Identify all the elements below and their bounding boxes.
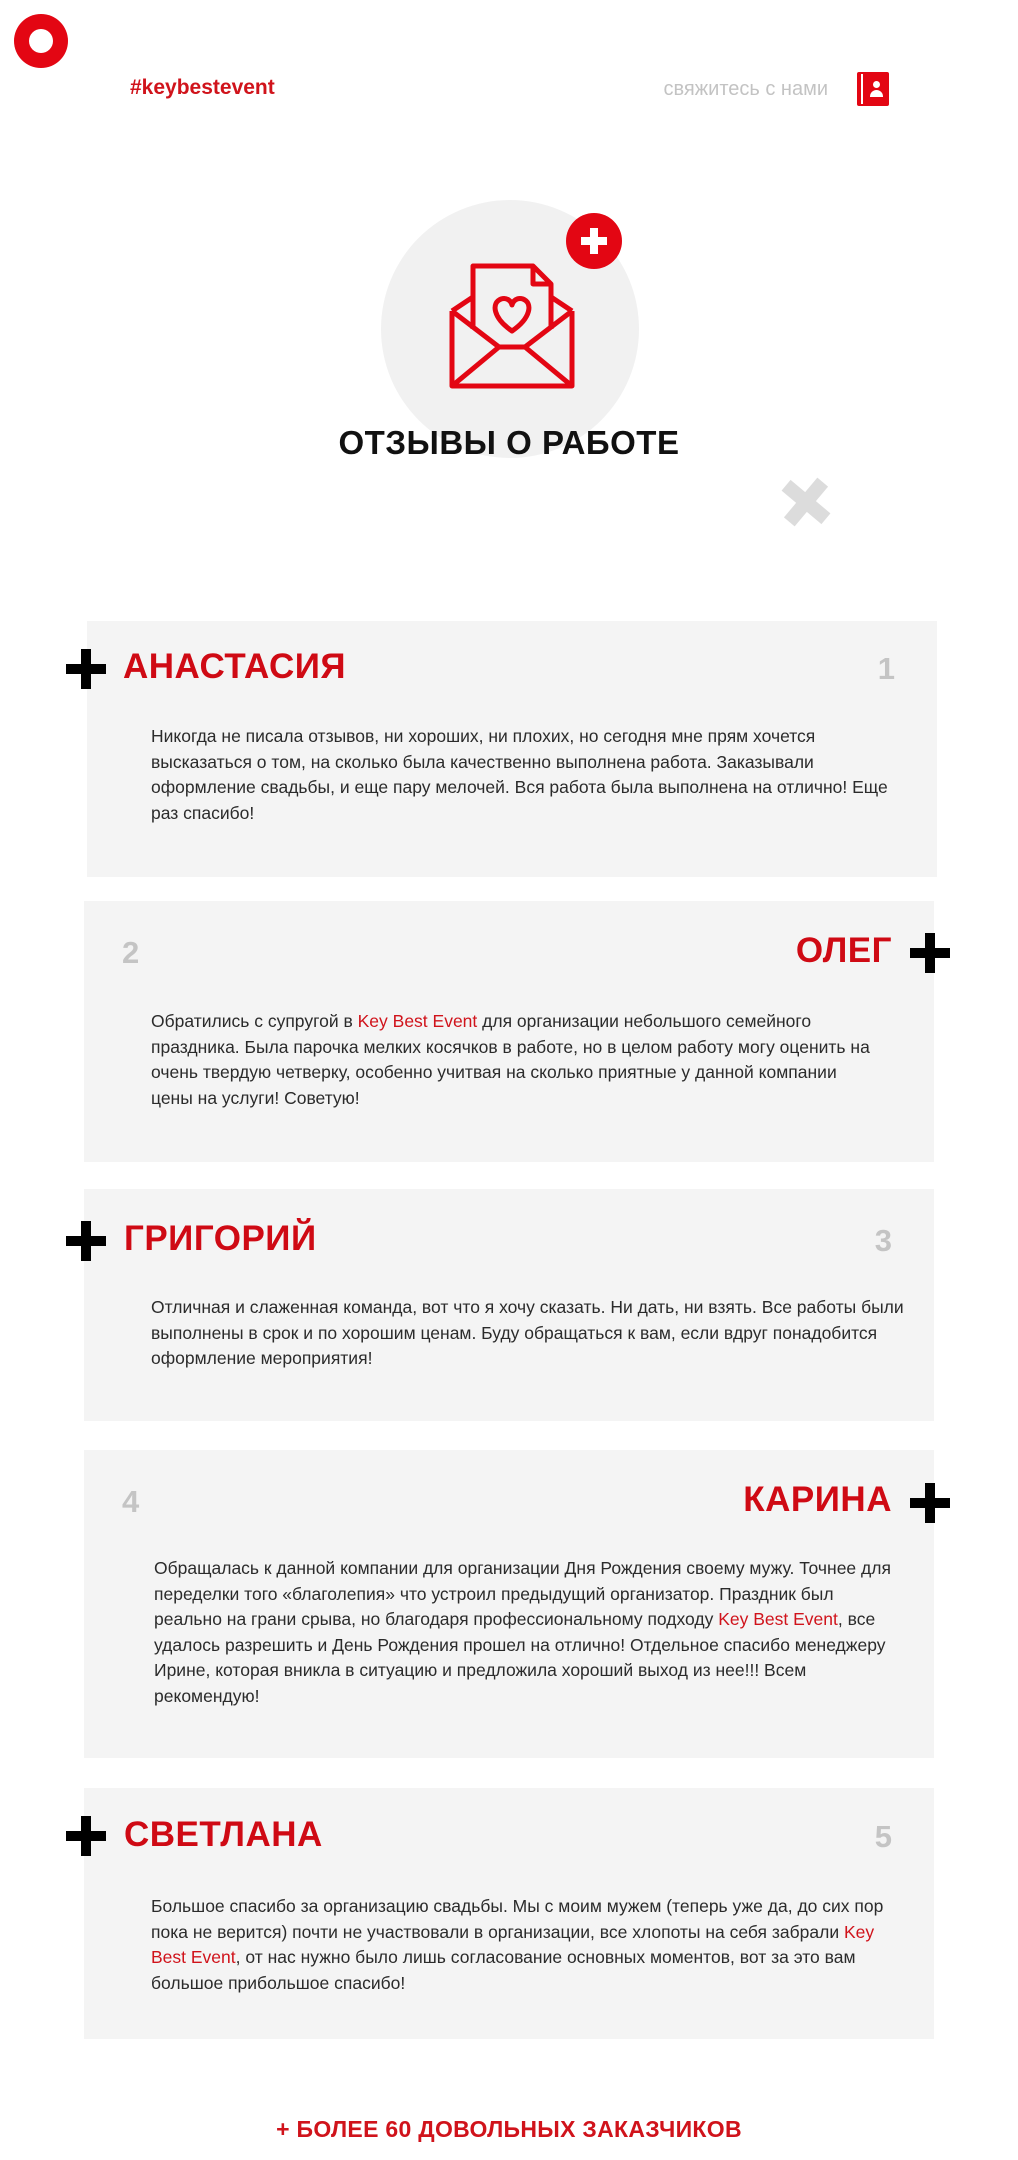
review-card-5	[84, 1788, 934, 2039]
review-card-3	[84, 1189, 934, 1421]
review-card-1	[87, 621, 937, 877]
contact-book-icon[interactable]	[857, 72, 889, 106]
decorative-cross-icon	[769, 465, 842, 538]
reviewer-name: СВЕТЛАНА	[124, 1815, 323, 1854]
contact-link[interactable]: свяжитесь с нами	[663, 78, 828, 100]
review-number: 4	[122, 1484, 140, 1519]
plus-icon	[66, 1221, 106, 1261]
review-card-4	[84, 1450, 934, 1758]
footer-cta[interactable]: + БОЛЕЕ 60 ДОВОЛЬНЫХ ЗАКАЗЧИКОВ	[276, 2116, 742, 2142]
plus-icon	[910, 933, 950, 973]
plus-badge-icon	[566, 213, 622, 269]
reviewer-name: АНАСТАСИЯ	[123, 647, 347, 686]
review-text: Большое спасибо за организацию свадьбы. Мы с моим мужем (теперь уже да, до сих пор пока не верится) почти не участвовали в организации, все хлопоты на себя забрали Key Best Event, от нас нужно было лишь согласование основных моментов, вот за это вам большое прибольшое спасибо!	[151, 1896, 884, 1993]
review-number: 2	[122, 935, 140, 970]
review-number: 5	[874, 1819, 892, 1854]
reviewer-name: ОЛЕГ	[795, 931, 892, 970]
review-number: 3	[874, 1223, 892, 1258]
plus-icon	[66, 649, 106, 689]
review-text: Обращалась к данной компании для организации Дня Рождения своему мужу. Точнее для переделки того «благолепия» что устроил предыдущий организатор. Праздник был реально на грани срыва, но благодаря профессиональному подходу Key Best Event, все удалось разрешить и День Рождения прошел на отлично! Отдельное спасибо менеджеру Ирине, которая вникла в ситуацию и предложила хороший выход из нее!!! Всем рекомендую!	[154, 1558, 891, 1706]
brand-link[interactable]: Key Best Event	[151, 1921, 875, 1967]
logo[interactable]	[14, 14, 68, 68]
review-text: Обратились с супругой в Key Best Event для организации небольшого семейного праздника. Была парочка мелких косячков в работе, но в целом работу могу оценить на очень твердую четверку, особенно учитвая на сколько приятные у данной компании цены на услуги! Советую!	[151, 1011, 870, 1108]
review-text: Отличная и слаженная команда, вот что я хочу сказать. Ни дать, ни взять. Все работы были выполнены в срок и по хорошим ценам. Буду обращаться к вам, если вдруг понадобится оформление мероприятия!	[151, 1297, 904, 1368]
hashtag-link[interactable]: #keybestevent	[130, 76, 275, 99]
brand-link[interactable]: Key Best Event	[357, 1011, 478, 1031]
reviewer-name: ГРИГОРИЙ	[124, 1219, 317, 1258]
review-number: 1	[877, 651, 895, 686]
review-text: Никогда не писала отзывов, ни хороших, ни плохих, но сегодня мне прям хочется высказаться о том, на сколько была качественно выполнена работа. Заказывали оформление свадьбы, и еще пару мелочей. Вся работа была выполнена на отлично! Еще раз спасибо!	[151, 726, 888, 823]
plus-icon	[910, 1483, 950, 1523]
plus-icon	[66, 1816, 106, 1856]
reviewer-name: КАРИНА	[743, 1480, 892, 1519]
review-card-2	[84, 901, 934, 1162]
brand-link[interactable]: Key Best Event	[718, 1609, 838, 1629]
envelope-heart-icon	[449, 263, 575, 389]
page-title: ОТЗЫВЫ О РАБОТЕ	[338, 424, 680, 461]
